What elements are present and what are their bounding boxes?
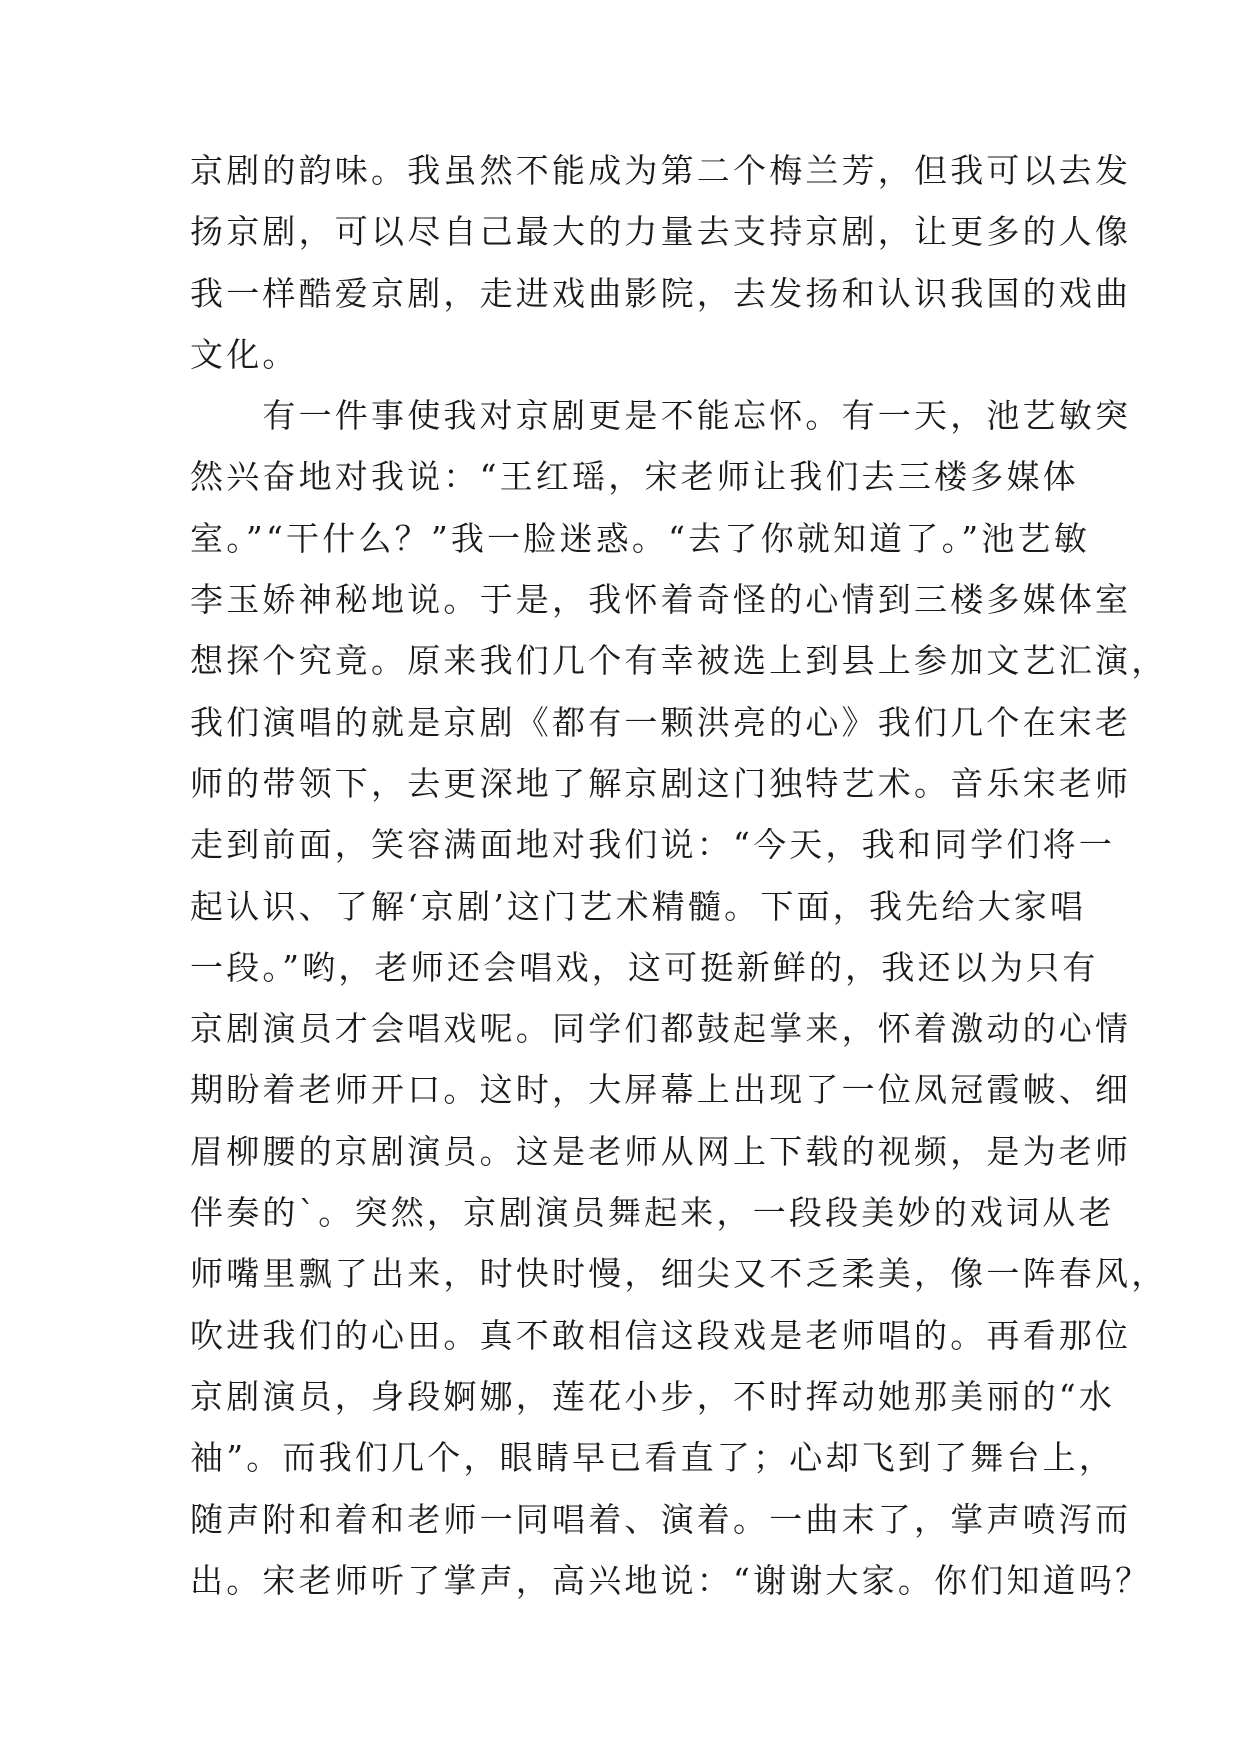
text-line: 京剧演员才会唱戏呢。同学们都鼓起掌来，怀着激动的心情 xyxy=(190,1009,1132,1049)
text-line: 然兴奋地对我说：“王红瑶，宋老师让我们去三楼多媒体 xyxy=(190,457,1079,497)
text-line: 走到前面，笑容满面地对我们说：“今天，我和同学们将一 xyxy=(190,825,1116,865)
text-line: 期盼着老师开口。这时，大屏幕上出现了一位凤冠霞帔、细 xyxy=(190,1070,1132,1110)
text-line: 吹进我们的心田。真不敢相信这段戏是老师唱的。再看那位 xyxy=(190,1315,1132,1355)
text-line: 师嘴里飘了出来，时快时慢，细尖又不乏柔美，像一阵春风， xyxy=(190,1254,1168,1294)
text-line: 眉柳腰的京剧演员。这是老师从网上下载的视频，是为老师 xyxy=(190,1131,1132,1171)
text-line: 起认识、了解‘京剧’这门艺术精髓。下面，我先给大家唱 xyxy=(190,886,1087,926)
text-line: 出。宋老师听了掌声，高兴地说：“谢谢大家。你们知道吗？ xyxy=(190,1560,1152,1600)
text-line: 京剧的韵味。我虽然不能成为第二个梅兰芳，但我可以去发 xyxy=(190,151,1132,190)
text-line: 想探个究竟。原来我们几个有幸被选上到县上参加文艺汇演， xyxy=(190,641,1168,681)
text-line: 文化。 xyxy=(190,334,299,374)
text-line: 师的带领下，去更深地了解京剧这门独特艺术。音乐宋老师 xyxy=(190,763,1132,803)
text-line: 一段。”哟，老师还会唱戏，这可挺新鲜的，我还以为只有 xyxy=(190,947,1099,987)
text-line: 随声附和着和老师一同唱着、演着。一曲末了，掌声喷泻而 xyxy=(190,1499,1132,1539)
body-text xyxy=(190,140,1168,1611)
text-line: 李玉娇神秘地说。于是，我怀着奇怪的心情到三楼多媒体室 xyxy=(190,580,1132,620)
text-line: 室。”“干什么？”我一脸迷惑。“去了你就知道了。”池艺敏 xyxy=(190,518,1090,558)
text-line: 京剧演员，身段婀娜，莲花小步，不时挥动她那美丽的“水 xyxy=(190,1376,1116,1416)
text-line: 扬京剧，可以尽自己最大的力量去支持京剧，让更多的人像 xyxy=(190,212,1132,252)
paragraph-start-line: 有一件事使我对京剧更是不能忘怀。有一天，池艺敏突 xyxy=(190,396,1132,436)
text-line: 我一样酷爱京剧，走进戏曲影院，去发扬和认识我国的戏曲 xyxy=(190,273,1132,313)
text-line: 袖”。而我们几个，眼睛早已看直了；心却飞到了舞台上， xyxy=(190,1438,1116,1478)
text-line: 伴奏的`。突然，京剧演员舞起来，一段段美妙的戏词从老 xyxy=(190,1193,1115,1233)
text-line: 我们演唱的就是京剧《都有一颗洪亮的心》我们几个在宋老 xyxy=(190,702,1132,742)
